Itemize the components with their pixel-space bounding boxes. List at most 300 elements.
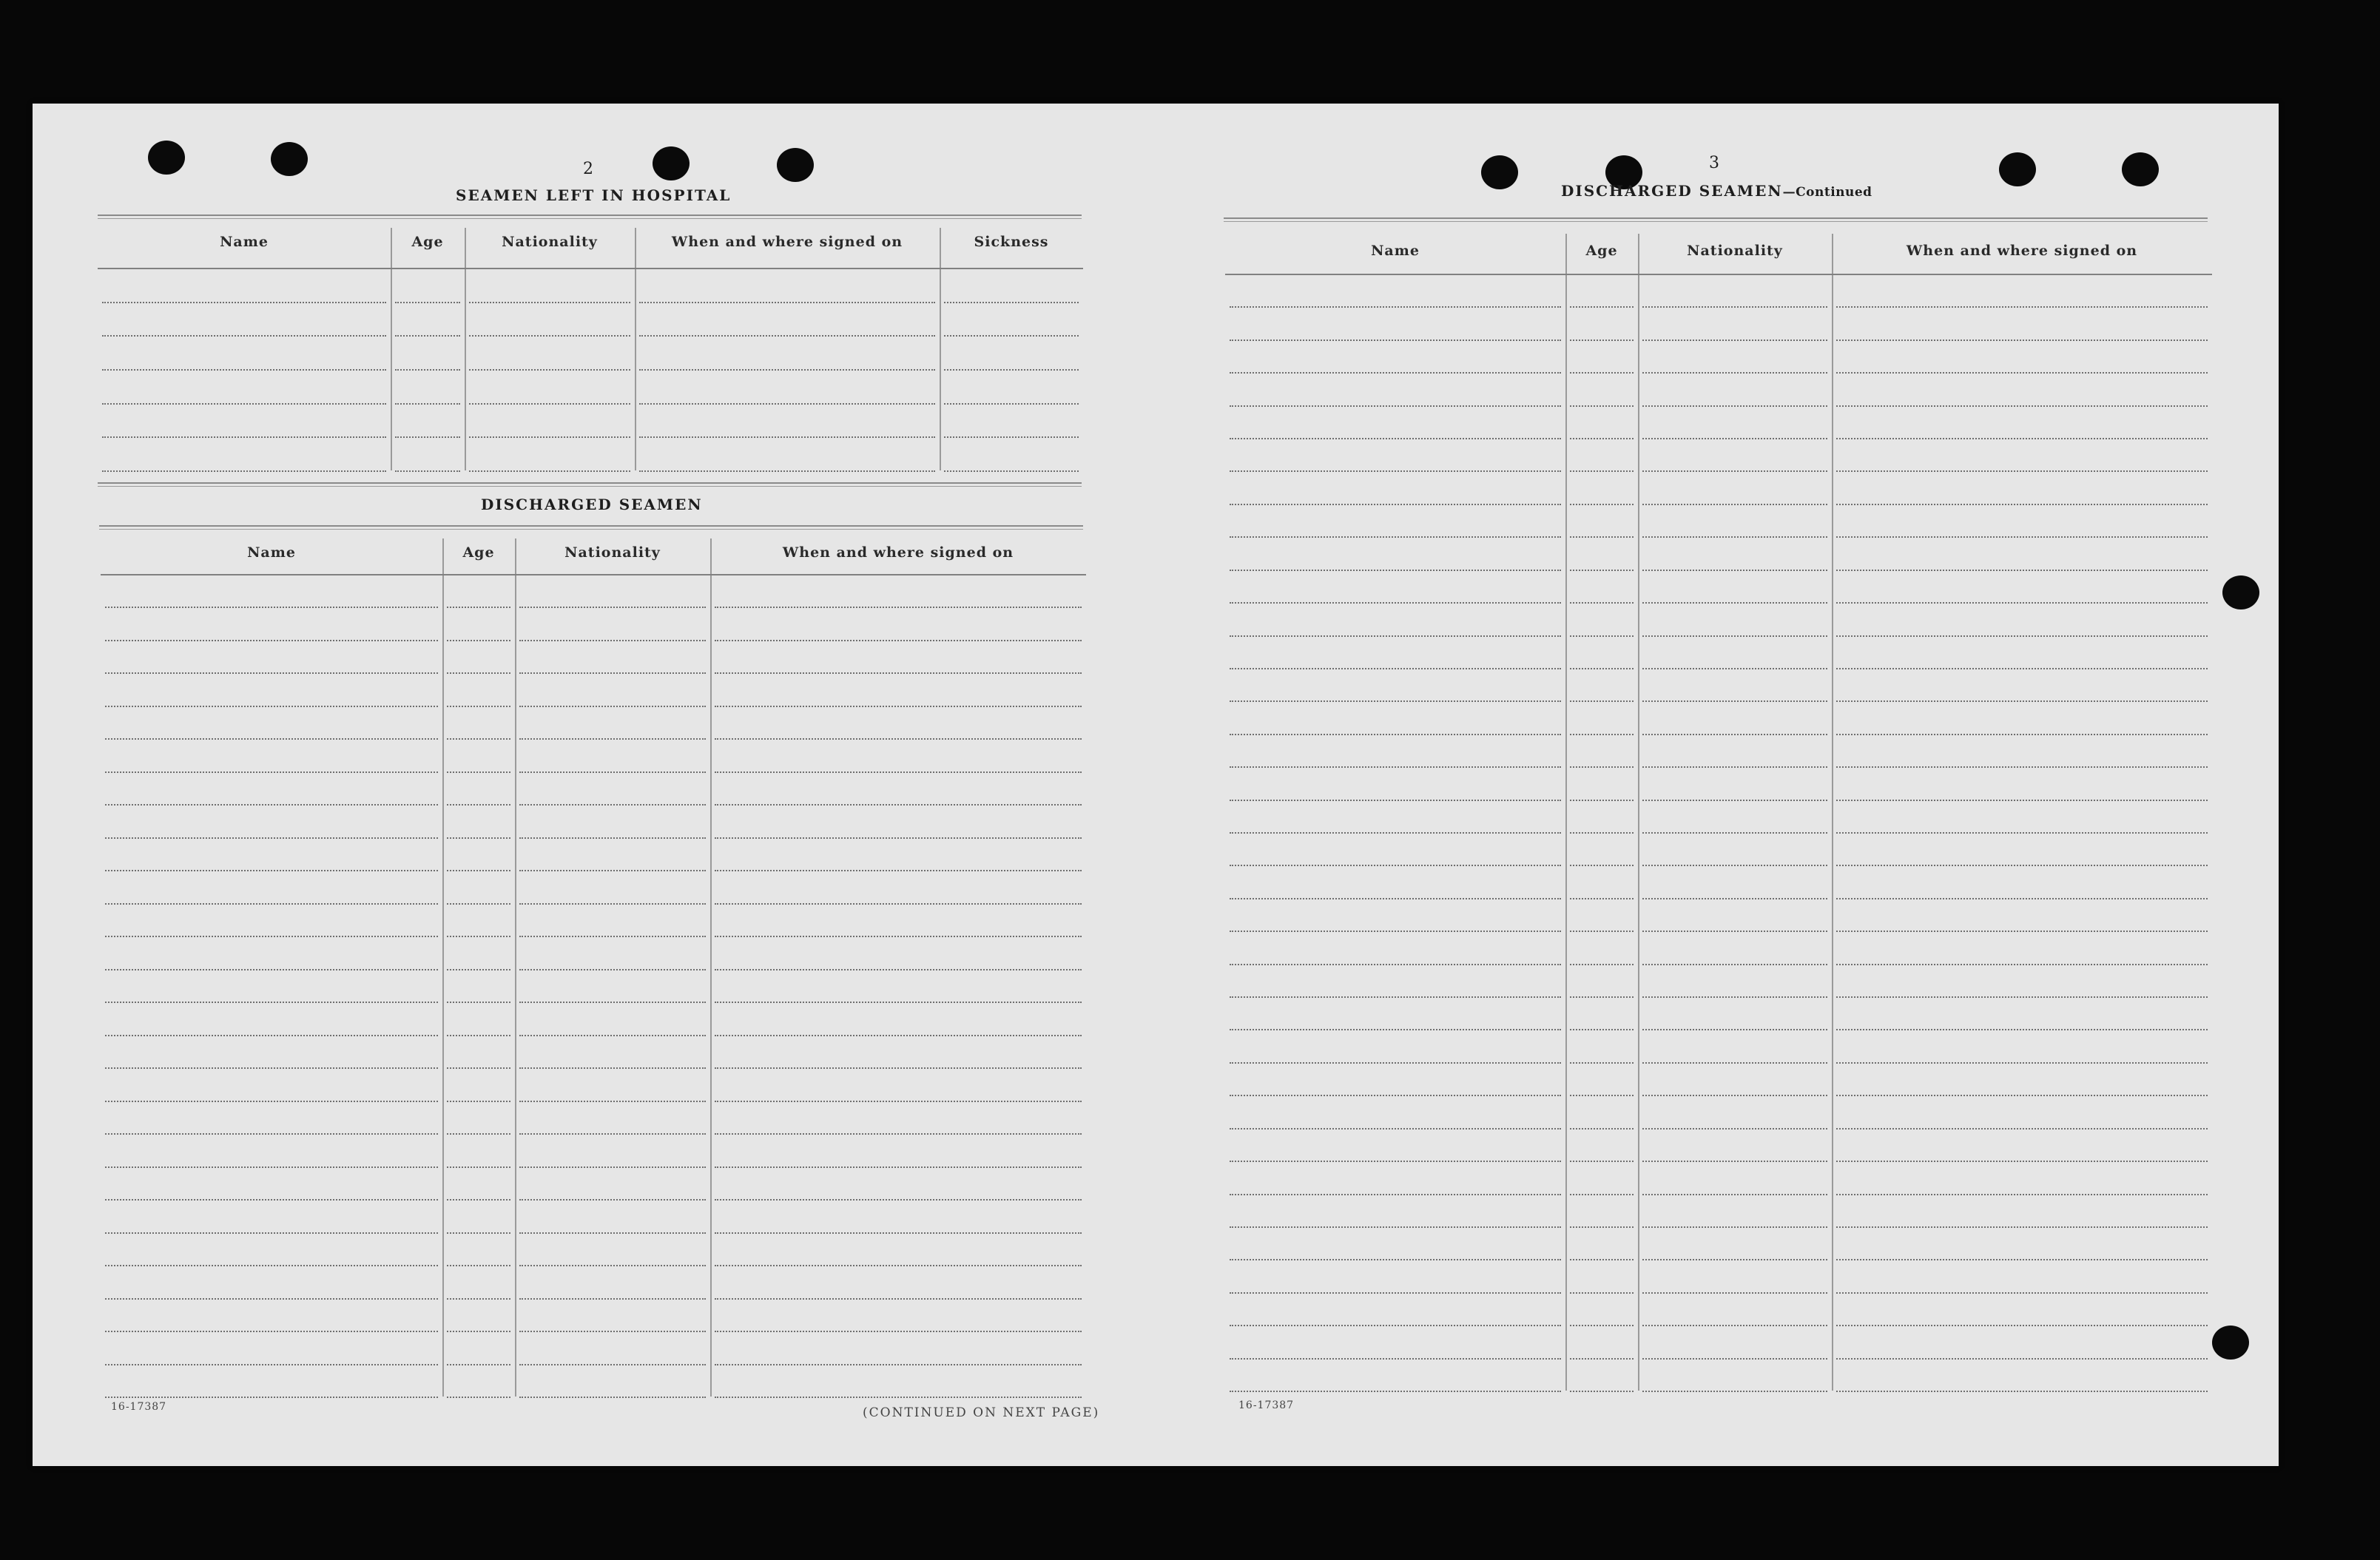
divider: [99, 525, 1083, 530]
table-row-rule: [1836, 570, 2208, 571]
table-row-rule: [1836, 1325, 2208, 1326]
table-row-rule: [1230, 865, 1561, 866]
punch-hole: [2122, 152, 2159, 186]
table-row-rule: [1230, 964, 1561, 965]
column-separator: [442, 538, 444, 1397]
table-row-rule: [1230, 898, 1561, 899]
table-row-rule: [1642, 1095, 1827, 1096]
table-row-rule: [1230, 470, 1561, 472]
table-row-rule: [1836, 1226, 2208, 1228]
divider: [1224, 217, 2208, 222]
table-row-rule: [1836, 536, 2208, 538]
discharged-section-title: DISCHARGED SEAMEN: [481, 496, 703, 513]
table-row-rule: [1642, 570, 1827, 571]
table-row-rule: [469, 302, 630, 303]
table-row-rule: [1642, 1161, 1827, 1162]
table-row-rule: [1570, 1292, 1634, 1294]
table-row-rule: [105, 1232, 438, 1234]
table-row-rule: [715, 1265, 1082, 1266]
table-row-rule: [1230, 405, 1561, 407]
table-row-rule: [1642, 931, 1827, 932]
table-row-rule: [1230, 931, 1561, 932]
column-separator: [1832, 234, 1833, 1391]
table-row-rule: [1570, 340, 1634, 341]
table-row-rule: [1642, 635, 1827, 637]
table-row-rule: [1642, 372, 1827, 374]
page-number: 3: [1709, 154, 1720, 172]
table-row-rule: [395, 302, 460, 303]
table-row-rule: [1836, 700, 2208, 702]
table-row-rule: [105, 1035, 438, 1036]
table-row-rule: [105, 1133, 438, 1135]
table-row-rule: [1570, 1358, 1634, 1360]
table-row-rule: [519, 1265, 706, 1266]
table-row-rule: [1570, 570, 1634, 571]
table-row-rule: [105, 1265, 438, 1266]
table-row-rule: [447, 870, 510, 871]
table-row-rule: [715, 870, 1082, 871]
table-row-rule: [1642, 832, 1827, 834]
table-row-rule: [1570, 996, 1634, 998]
table-row-rule: [639, 335, 935, 337]
table-row-rule: [447, 672, 510, 674]
table-row-rule: [1642, 470, 1827, 472]
table-row-rule: [1230, 996, 1561, 998]
table-row-rule: [1836, 1029, 2208, 1030]
table-row-rule: [1836, 734, 2208, 735]
column-header-age: Age: [462, 544, 495, 561]
table-row-rule: [447, 936, 510, 937]
form-code: 16-17387: [111, 1401, 167, 1413]
header-rule: [101, 574, 1086, 575]
table-row-rule: [1230, 1128, 1561, 1130]
table-row-rule: [519, 1002, 706, 1003]
table-row-rule: [639, 302, 935, 303]
column-separator: [635, 228, 636, 470]
table-row-rule: [715, 1166, 1082, 1168]
table-row-rule: [1570, 1095, 1634, 1096]
table-row-rule: [715, 1331, 1082, 1332]
table-row-rule: [1570, 1226, 1634, 1228]
table-row-rule: [1642, 1062, 1827, 1064]
table-row-rule: [469, 369, 630, 371]
column-header-name: Name: [247, 544, 296, 561]
table-row-rule: [639, 470, 935, 472]
table-row-rule: [1570, 1194, 1634, 1195]
table-row-rule: [447, 706, 510, 707]
table-row-rule: [519, 706, 706, 707]
table-row-rule: [715, 738, 1082, 740]
table-row-rule: [105, 903, 438, 905]
table-row-rule: [519, 936, 706, 937]
table-row-rule: [944, 302, 1079, 303]
table-row-rule: [1570, 1161, 1634, 1162]
table-row-rule: [715, 1067, 1082, 1069]
table-row-rule: [519, 1133, 706, 1135]
table-row-rule: [1836, 766, 2208, 768]
table-row-rule: [1570, 1062, 1634, 1064]
table-row-rule: [105, 706, 438, 707]
table-row-rule: [1570, 931, 1634, 932]
table-row-rule: [469, 436, 630, 438]
table-row-rule: [1642, 996, 1827, 998]
table-row-rule: [1230, 438, 1561, 439]
table-row-rule: [715, 1232, 1082, 1234]
table-row-rule: [1570, 470, 1634, 472]
page-number: 2: [583, 160, 594, 178]
table-row-rule: [102, 302, 386, 303]
table-row-rule: [715, 1397, 1082, 1398]
table-row-rule: [105, 1067, 438, 1069]
table-row-rule: [1230, 306, 1561, 308]
table-row-rule: [1230, 1029, 1561, 1030]
table-row-rule: [1230, 1226, 1561, 1228]
table-row-rule: [1642, 438, 1827, 439]
table-row-rule: [1570, 635, 1634, 637]
table-row-rule: [447, 903, 510, 905]
hospital-section-title: SEAMEN LEFT IN HOSPITAL: [456, 186, 732, 204]
table-row-rule: [1836, 438, 2208, 439]
table-row-rule: [1836, 635, 2208, 637]
table-row-rule: [1836, 865, 2208, 866]
table-row-rule: [1570, 832, 1634, 834]
table-row-rule: [1642, 1391, 1827, 1392]
table-row-rule: [1570, 1128, 1634, 1130]
column-header-sickness: Sickness: [974, 234, 1049, 250]
title-text: DISCHARGED SEAMEN: [1561, 182, 1783, 200]
table-row-rule: [1836, 931, 2208, 932]
punch-hole: [148, 141, 185, 175]
table-row-rule: [1230, 1194, 1561, 1195]
table-row-rule: [105, 1101, 438, 1102]
table-row-rule: [944, 436, 1079, 438]
table-row-rule: [102, 335, 386, 337]
table-row-rule: [1230, 340, 1561, 341]
table-row-rule: [447, 1232, 510, 1234]
table-row-rule: [1642, 766, 1827, 768]
table-row-rule: [1230, 800, 1561, 801]
table-row-rule: [1230, 734, 1561, 735]
table-row-rule: [1230, 832, 1561, 834]
table-row-rule: [1230, 1161, 1561, 1162]
column-header-nationality: Nationality: [1687, 243, 1783, 259]
table-row-rule: [944, 470, 1079, 472]
table-row-rule: [1570, 898, 1634, 899]
manifest-sheet: [33, 104, 2279, 1466]
table-row-rule: [447, 1364, 510, 1365]
table-row-rule: [1836, 800, 2208, 801]
table-row-rule: [519, 738, 706, 740]
table-row-rule: [1836, 306, 2208, 308]
table-row-rule: [1836, 340, 2208, 341]
column-separator: [1565, 234, 1567, 1391]
table-row-rule: [519, 1067, 706, 1069]
table-row-rule: [395, 369, 460, 371]
table-row-rule: [1836, 1161, 2208, 1162]
table-row-rule: [1570, 734, 1634, 735]
table-row-rule: [715, 1298, 1082, 1300]
table-row-rule: [1836, 1358, 2208, 1360]
table-row-rule: [105, 607, 438, 608]
table-row-rule: [1836, 964, 2208, 965]
table-row-rule: [447, 607, 510, 608]
table-row-rule: [1642, 1292, 1827, 1294]
continued-note: (CONTINUED ON NEXT PAGE): [863, 1405, 1100, 1420]
table-row-rule: [1570, 372, 1634, 374]
table-row-rule: [105, 936, 438, 937]
table-row-rule: [1836, 1062, 2208, 1064]
column-header-when-and-where-signed-on: When and where signed on: [1906, 243, 2138, 259]
table-row-rule: [1642, 1029, 1827, 1030]
table-row-rule: [1230, 700, 1561, 702]
table-row-rule: [469, 335, 630, 337]
table-row-rule: [519, 1199, 706, 1201]
table-row-rule: [1836, 470, 2208, 472]
table-row-rule: [519, 672, 706, 674]
punch-hole: [271, 142, 308, 176]
table-row-rule: [715, 607, 1082, 608]
table-row-rule: [1836, 668, 2208, 669]
table-row-rule: [519, 1331, 706, 1332]
table-row-rule: [1642, 405, 1827, 407]
table-row-rule: [469, 403, 630, 405]
table-row-rule: [105, 771, 438, 773]
table-row-rule: [639, 436, 935, 438]
table-row-rule: [715, 804, 1082, 806]
table-row-rule: [1642, 1226, 1827, 1228]
table-row-rule: [1642, 700, 1827, 702]
column-separator: [515, 538, 516, 1397]
table-row-rule: [447, 1133, 510, 1135]
table-row-rule: [944, 369, 1079, 371]
table-row-rule: [715, 1002, 1082, 1003]
table-row-rule: [639, 403, 935, 405]
table-row-rule: [105, 640, 438, 641]
punch-hole: [2222, 575, 2259, 610]
table-row-rule: [519, 640, 706, 641]
header-rule: [98, 268, 1083, 269]
table-row-rule: [1230, 1259, 1561, 1260]
table-row-rule: [1642, 964, 1827, 965]
table-row-rule: [105, 1397, 438, 1398]
punch-hole: [1999, 152, 2036, 186]
column-header-when-and-where-signed-on: When and where signed on: [671, 234, 903, 250]
table-row-rule: [715, 969, 1082, 970]
table-row-rule: [395, 403, 460, 405]
table-row-rule: [1642, 1325, 1827, 1326]
table-row-rule: [395, 436, 460, 438]
column-separator: [940, 228, 941, 470]
table-row-rule: [105, 1002, 438, 1003]
table-row-rule: [1642, 1259, 1827, 1260]
table-row-rule: [1230, 668, 1561, 669]
table-row-rule: [715, 640, 1082, 641]
table-row-rule: [447, 1298, 510, 1300]
table-row-rule: [1642, 668, 1827, 669]
column-separator: [1638, 234, 1639, 1391]
column-separator: [391, 228, 392, 470]
table-row-rule: [715, 1035, 1082, 1036]
table-row-rule: [519, 903, 706, 905]
column-header-nationality: Nationality: [502, 234, 598, 250]
table-row-rule: [1570, 1325, 1634, 1326]
table-row-rule: [1230, 1292, 1561, 1294]
table-row-rule: [1836, 996, 2208, 998]
divider: [98, 215, 1082, 219]
table-row-rule: [447, 771, 510, 773]
table-row-rule: [447, 1331, 510, 1332]
table-row-rule: [1836, 1194, 2208, 1195]
table-row-rule: [519, 804, 706, 806]
table-row-rule: [1570, 800, 1634, 801]
table-row-rule: [102, 470, 386, 472]
table-row-rule: [1836, 504, 2208, 505]
table-row-rule: [1836, 372, 2208, 374]
table-row-rule: [1836, 1391, 2208, 1392]
table-row-rule: [1836, 602, 2208, 604]
table-row-rule: [447, 738, 510, 740]
table-row-rule: [1836, 1292, 2208, 1294]
table-row-rule: [519, 771, 706, 773]
table-row-rule: [447, 1397, 510, 1398]
table-row-rule: [519, 1035, 706, 1036]
table-row-rule: [102, 403, 386, 405]
table-row-rule: [447, 1166, 510, 1168]
table-row-rule: [1570, 1029, 1634, 1030]
table-row-rule: [1230, 536, 1561, 538]
table-row-rule: [102, 369, 386, 371]
table-row-rule: [715, 771, 1082, 773]
table-row-rule: [1642, 734, 1827, 735]
table-row-rule: [1570, 865, 1634, 866]
table-row-rule: [395, 335, 460, 337]
column-separator: [465, 228, 466, 470]
table-row-rule: [105, 738, 438, 740]
table-row-rule: [105, 1331, 438, 1332]
table-row-rule: [1570, 700, 1634, 702]
table-row-rule: [1230, 372, 1561, 374]
table-row-rule: [1642, 340, 1827, 341]
column-header-age: Age: [1585, 243, 1618, 259]
table-row-rule: [469, 470, 630, 472]
table-row-rule: [1642, 536, 1827, 538]
table-row-rule: [519, 1232, 706, 1234]
table-row-rule: [1642, 865, 1827, 866]
table-row-rule: [715, 672, 1082, 674]
punch-hole: [777, 148, 814, 182]
table-row-rule: [447, 1067, 510, 1069]
table-row-rule: [447, 804, 510, 806]
table-row-rule: [519, 1166, 706, 1168]
table-row-rule: [519, 969, 706, 970]
table-row-rule: [944, 335, 1079, 337]
table-row-rule: [447, 640, 510, 641]
table-row-rule: [1230, 602, 1561, 604]
column-header-name: Name: [1371, 243, 1420, 259]
punch-hole: [2212, 1326, 2249, 1360]
table-row-rule: [105, 1364, 438, 1365]
table-row-rule: [1642, 602, 1827, 604]
table-row-rule: [105, 804, 438, 806]
table-row-rule: [447, 1101, 510, 1102]
table-row-rule: [1570, 602, 1634, 604]
table-row-rule: [447, 969, 510, 970]
divider: [98, 482, 1082, 487]
table-row-rule: [639, 369, 935, 371]
table-row-rule: [447, 1199, 510, 1201]
table-row-rule: [1836, 1095, 2208, 1096]
column-separator: [710, 538, 712, 1397]
table-row-rule: [105, 1166, 438, 1168]
punch-hole: [653, 146, 690, 180]
table-row-rule: [447, 1035, 510, 1036]
title-suffix: —Continued: [1782, 185, 1872, 200]
table-row-rule: [1570, 1259, 1634, 1260]
table-row-rule: [447, 837, 510, 839]
table-row-rule: [519, 607, 706, 608]
table-row-rule: [105, 837, 438, 839]
table-row-rule: [519, 1364, 706, 1365]
table-row-rule: [1230, 1325, 1561, 1326]
table-row-rule: [715, 1199, 1082, 1201]
table-row-rule: [1570, 438, 1634, 439]
table-row-rule: [519, 1101, 706, 1102]
table-row-rule: [105, 870, 438, 871]
punch-hole: [1481, 155, 1518, 189]
table-row-rule: [105, 1298, 438, 1300]
column-header-when-and-where-signed-on: When and where signed on: [782, 544, 1014, 561]
table-row-rule: [1230, 504, 1561, 505]
table-row-rule: [519, 870, 706, 871]
table-row-rule: [1570, 668, 1634, 669]
form-code: 16-17387: [1238, 1399, 1295, 1411]
table-row-rule: [715, 1133, 1082, 1135]
table-row-rule: [1570, 964, 1634, 965]
table-row-rule: [1642, 306, 1827, 308]
table-row-rule: [1642, 898, 1827, 899]
table-row-rule: [1230, 1391, 1561, 1392]
table-row-rule: [1836, 832, 2208, 834]
table-row-rule: [715, 837, 1082, 839]
table-row-rule: [1642, 1128, 1827, 1130]
table-row-rule: [447, 1265, 510, 1266]
table-row-rule: [1230, 1062, 1561, 1064]
table-row-rule: [715, 936, 1082, 937]
table-row-rule: [519, 1298, 706, 1300]
table-row-rule: [447, 1002, 510, 1003]
table-row-rule: [715, 1101, 1082, 1102]
table-row-rule: [1230, 570, 1561, 571]
table-row-rule: [715, 706, 1082, 707]
table-row-rule: [395, 470, 460, 472]
table-row-rule: [1570, 536, 1634, 538]
table-row-rule: [519, 1397, 706, 1398]
table-row-rule: [1230, 1095, 1561, 1096]
table-row-rule: [519, 837, 706, 839]
table-row-rule: [715, 903, 1082, 905]
column-header-age: Age: [411, 234, 444, 250]
discharged-continued-title: [1561, 182, 1872, 200]
table-row-rule: [105, 672, 438, 674]
column-header-name: Name: [220, 234, 269, 250]
table-row-rule: [1570, 766, 1634, 768]
table-row-rule: [1836, 1128, 2208, 1130]
table-row-rule: [944, 403, 1079, 405]
table-row-rule: [1642, 504, 1827, 505]
table-row-rule: [1570, 405, 1634, 407]
table-row-rule: [1230, 1358, 1561, 1360]
table-row-rule: [1836, 898, 2208, 899]
